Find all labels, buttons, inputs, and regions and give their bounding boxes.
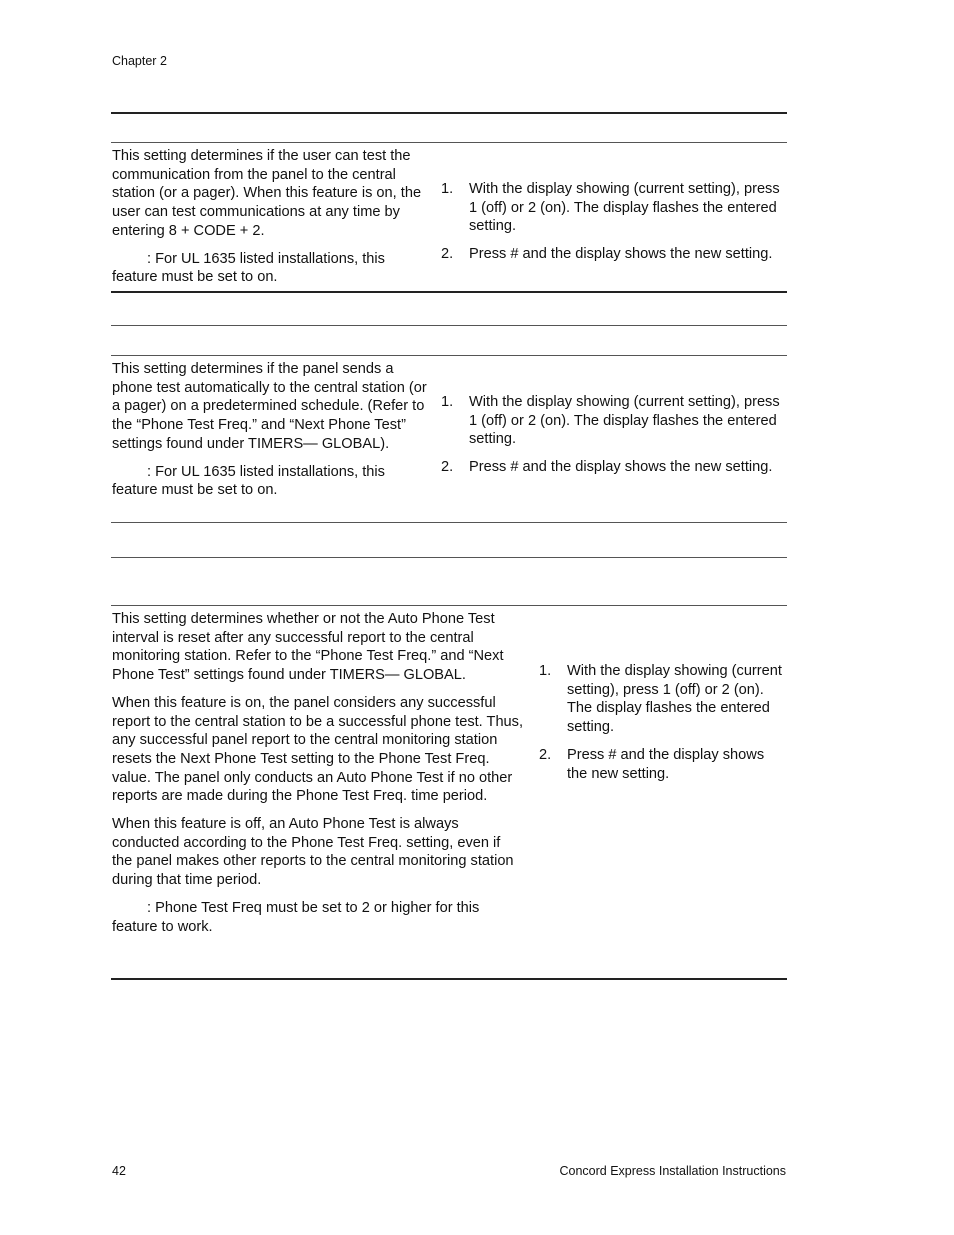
step-2 [441, 245, 784, 264]
document-title: Concord Express Installation Instructions [559, 1164, 786, 1178]
section-2-top-rule [111, 325, 787, 326]
page-number: 42 [112, 1164, 126, 1178]
step-number: 1. [539, 663, 552, 679]
section-2-steps [441, 393, 784, 486]
ul-note: : For UL 1635 listed installations, this feature must be set to on. [112, 463, 385, 499]
step-number: 2. [539, 746, 552, 763]
description-paragraph: When this feature is off, an Auto Phone Test is always conducted according to the Phone Test Freq. setting, even if the panel makes other reports to the central monitoring station during that time period. [112, 816, 514, 889]
step-1 [441, 393, 784, 449]
description-paragraph: This setting determines whether or not the Auto Phone Test interval is reset after any successful report to the central monitoring station. Refer to the “Phone Test Freq.” and “Next Phone Test” settings found under TIMERS— GLOBAL. [112, 611, 504, 684]
step-1 [441, 180, 784, 236]
section-1 [112, 147, 787, 290]
section-3-description [112, 610, 524, 945]
section-2-header-rule [111, 355, 787, 356]
section-2-bottom-rule [111, 522, 787, 523]
step-text: With the display showing (current setting), press 1 (off) or 2 (on). The display flashes the entered setting. [567, 663, 782, 736]
step-text: Press # and the display shows the new setting. [469, 459, 773, 476]
step-1 [539, 662, 783, 737]
step-2 [539, 746, 783, 783]
section-2 [112, 360, 787, 520]
section-3-top-rule [111, 557, 787, 558]
section-1-bottom-rule [111, 291, 787, 293]
step-text: With the display showing (current setting), press 1 (off) or 2 (on). The display flashes the entered setting. [469, 394, 780, 448]
step-text: With the display showing (current setting), press 1 (off) or 2 (on). The display flashes the entered setting. [469, 181, 780, 235]
step-text: Press # and the display shows the new setting. [469, 246, 773, 263]
step-number: 1. [441, 394, 454, 410]
chapter-label: Chapter 2 [112, 54, 167, 68]
section-1-steps [441, 180, 784, 273]
description-paragraph: When this feature is on, the panel considers any successful report to the central station to be a successful phone test. Thus, any successful panel report to the central monitoring station resets the Next Phone Test setting to the Phone Test Freq. value. The panel only conducts an Auto Phone Test if no other reports are made during the Phone Test Freq. time period. [112, 694, 524, 805]
section-3-steps [539, 662, 783, 792]
section-1-header-rule [111, 142, 787, 143]
freq-note: : Phone Test Freq must be set to 2 or higher for this feature to work. [112, 899, 480, 935]
step-number: 2. [441, 246, 454, 263]
step-text: Press # and the display shows the new setting. [567, 746, 765, 782]
section-3-header-rule [111, 605, 787, 606]
step-2 [441, 458, 784, 477]
section-3 [112, 610, 787, 976]
ul-note: : For UL 1635 listed installations, this feature must be set to on. [112, 250, 385, 286]
section-1-description [112, 147, 426, 296]
description-paragraph: This setting determines if the user can test the communication from the panel to the central station (or a pager). When this feature is on, the user can test communications at any time by entering 8 + CODE + 2. [112, 148, 422, 239]
step-number: 1. [441, 181, 454, 197]
section-1-top-rule [111, 112, 787, 114]
section-2-description [112, 360, 428, 509]
description-paragraph: This setting determines if the panel sends a phone test automatically to the central station (or a pager) on a predetermined schedule. (Refer to the “Phone Test Freq.” and “Next Phone Test” settings found under TIMERS— GLOBAL). [112, 361, 427, 452]
section-3-bottom-rule [111, 978, 787, 980]
step-number: 2. [441, 459, 454, 476]
